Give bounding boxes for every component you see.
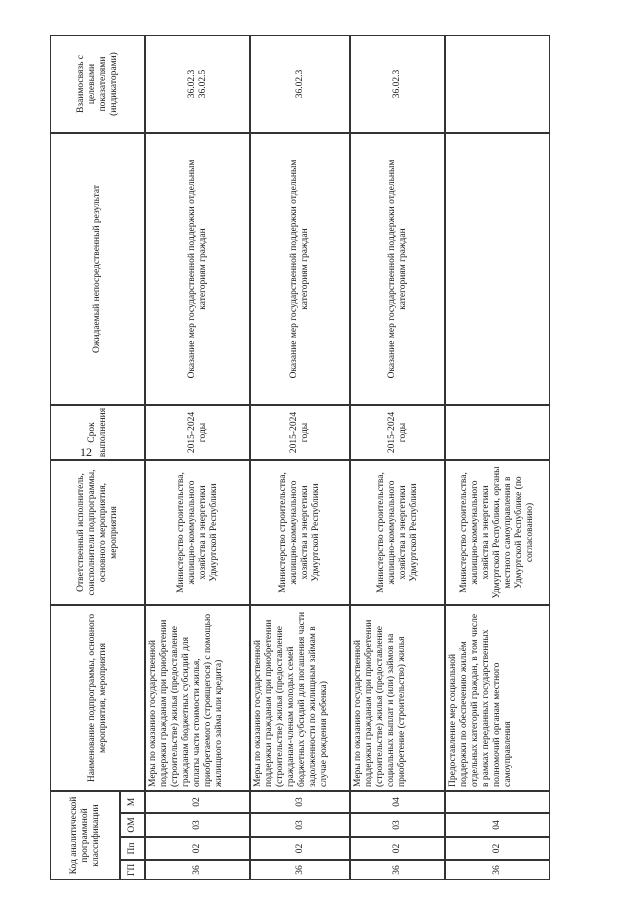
header-gp: ГП	[120, 860, 145, 880]
header-m: М	[120, 791, 145, 813]
cell-executor: Министерство строительства, жилищно-коммунального хозяйства и энергетики Удмуртской Республики	[145, 460, 250, 605]
cell-executor: Министерство строительства, жилищно-коммунального хозяйства и энергетики Удмуртской Республики, органы местного самоуправления в Удмуртской Республике (по согласованию)	[445, 460, 550, 605]
cell-term: 2015-2024 годы	[250, 405, 350, 460]
cell-gp: 36	[250, 860, 350, 880]
cell-pp: 02	[350, 837, 445, 860]
cell-name: Меры по оказанию государственной поддержки гражданам при приобретении (строительстве) жилья (предоставление гражданам-членам молодых семей бюджетных субсидий для погашения части задолженности по жилищным займам в случае рождения ребенка)	[250, 605, 350, 791]
cell-name: Предоставление мер социальной поддержки по обеспечению жильём отдельных категорий граждан, в том числе в рамках переданных государственных полномочий органам местного самоуправления	[445, 605, 550, 791]
header-executor: Ответственный исполнитель, соисполнители подпрограммы, основного мероприятия, мероприятия	[50, 460, 145, 605]
cell-pp: 02	[145, 837, 250, 860]
cell-name: Меры по оказанию государственной поддержки гражданам при приобретении (строительстве) жилья (предоставление гражданам бюджетных субсидий для оплаты части стоимости жилья, приобретаемого (строящегося) с помощью жилищного займа или кредита)	[145, 605, 250, 791]
header-pp: Пп	[120, 837, 145, 860]
cell-link	[445, 35, 550, 133]
cell-om: 03	[145, 813, 250, 837]
program-table	[50, 35, 603, 880]
cell-gp: 36	[445, 860, 550, 880]
cell-om: 04	[445, 813, 550, 837]
cell-term	[445, 405, 550, 460]
cell-m: 02	[145, 791, 250, 813]
cell-om: 03	[250, 813, 350, 837]
cell-pp: 02	[445, 837, 550, 860]
cell-link: 36.02.3	[250, 35, 350, 133]
cell-gp: 36	[350, 860, 445, 880]
cell-name: Меры по оказанию государственной поддержки гражданам при приобретении (строительстве) жилья (предоставление социальных выплат и (или) займов на приобретение (строительство) жилья	[350, 605, 445, 791]
header-name: Наименование подпрограммы, основного мероприятия, мероприятия	[50, 605, 145, 791]
cell-om: 03	[350, 813, 445, 837]
cell-result: Оказание мер государственной поддержки отдельным категориям граждан	[350, 133, 445, 405]
header-link: Взаимосвязь с целевыми показателями (индикаторами)	[50, 35, 145, 133]
cell-link: 36.02.3	[350, 35, 445, 133]
cell-term: 2015-2024 годы	[350, 405, 445, 460]
cell-term: 2015-2024 годы	[145, 405, 250, 460]
table-wrapper	[50, 35, 603, 880]
page-number: 12	[80, 445, 92, 459]
cell-result	[445, 133, 550, 405]
cell-executor: Министерство строительства, жилищно-коммунального хозяйства и энергетики Удмуртской Республики	[350, 460, 445, 605]
cell-pp: 02	[250, 837, 350, 860]
header-om: ОМ	[120, 813, 145, 837]
cell-executor: Министерство строительства, жилищно-коммунального хозяйства и энергетики Удмуртской Республики	[250, 460, 350, 605]
header-result: Ожидаемый непосредственный результат	[50, 133, 145, 405]
header-code-group: Код аналитической программной классификации	[50, 791, 120, 880]
cell-m	[445, 791, 550, 813]
cell-m: 04	[350, 791, 445, 813]
cell-result: Оказание мер государственной поддержки отдельным категориям граждан	[145, 133, 250, 405]
cell-link: 36.02.3 36.02.5	[145, 35, 250, 133]
header-term: Срок выполнения	[50, 405, 145, 460]
cell-gp: 36	[145, 860, 250, 880]
cell-result: Оказание мер государственной поддержки отдельным категориям граждан	[250, 133, 350, 405]
cell-m: 03	[250, 791, 350, 813]
